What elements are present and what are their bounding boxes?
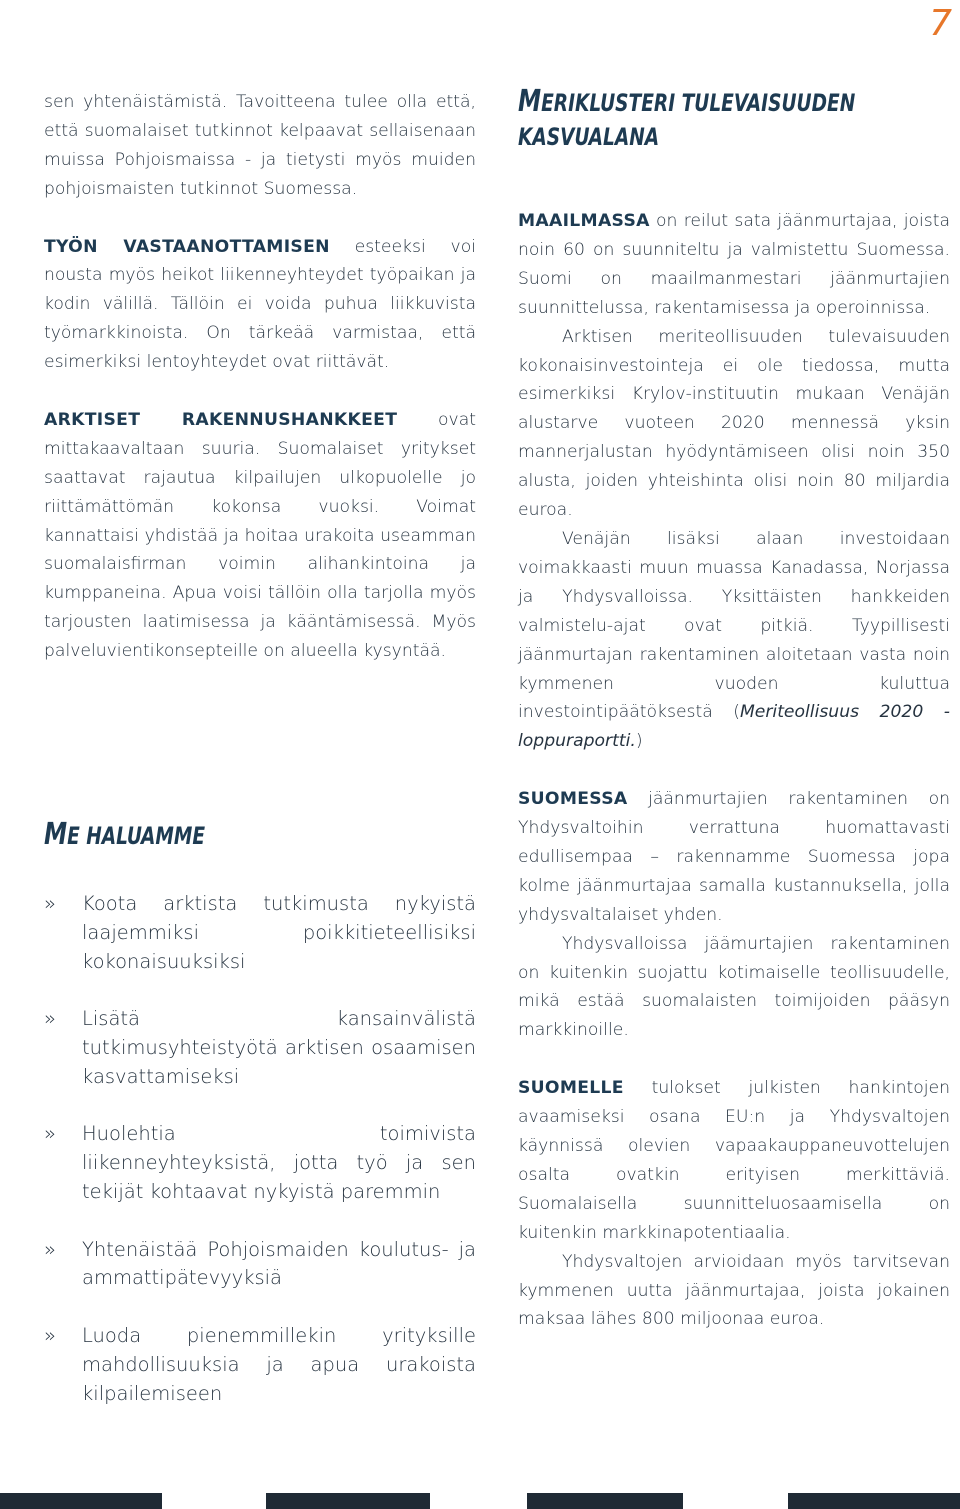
footer-bar	[788, 1493, 960, 1509]
right-paragraph-2: Arktisen meriteollisuuden tulevaisuuden kokonaisinvestointeja ei ole tiedossa, mutta esimerkiksi Krylov-instituutin mukaan Venäjän alustarve vuoteen 2020 mennessä yksin mannerjalustan hyödyntämiseen olisi noin 350 alusta, joiden yhteishinta olisi noin 80 miljardia euroa.	[518, 326, 950, 521]
list-item: » Luoda pienemmillekin yrityksille mahdollisuuksia ja apua urakoista kilpailemiseen	[44, 1323, 476, 1405]
page-number: 7	[929, 3, 952, 44]
footer-bar	[266, 1493, 430, 1509]
we-want-list	[44, 890, 476, 1437]
left-paragraph-1: sen yhtenäistämistä. Tavoitteena tulee olla että, että suomalaiset tutkinnot kelpaavat sellaisenaan muissa Pohjoismaissa - ja tietysti myös muiden pohjoismaisten tutkinnot Suomessa.	[44, 92, 476, 199]
right-column	[518, 207, 950, 1334]
bullet-mark: »	[44, 1323, 56, 1347]
list-item: » Huolehtia toimivista liikenneyhteyksistä, jotta työ ja sen tekijät kohtaavat nykyistä paremmin	[44, 1122, 476, 1203]
right-paragraph-1: MAAILMASSA on reilut sata jäänmurtajaa, joista noin 60 on suunniteltu ja valmistettu Suomessa. Suomi on maailmanmestari jäänmurtajien suunnittelussa, rakentamisessa ja operoinnissa.	[518, 211, 950, 318]
lead-arctic-projects: ARKTISET RAKENNUSHANKKEET	[44, 409, 398, 430]
left-paragraph-2	[44, 233, 476, 378]
right-paragraph-6: SUOMELLE tulokset julkisten hankintojen avaamiseksi osana EU:n ja Yhdysvaltojen käynnissä olevien vapaakauppaneuvottelujen osalta ovatkin erityisen merkittäviä. Suomalaisella suunnitteluosaamisella on kuitenkin markkinapotentiaalia.	[518, 1078, 950, 1243]
left-paragraph-2-text: esteeksi voi nousta myös heikot liikenneyhteydet työpaikan ja kodin välillä. Tällöin ei voida puhua liikkuvista työmarkkinoista. On tärkeää varmistaa, että esimerkiksi lentoyhteydet ovat riittävät.	[44, 236, 476, 373]
right-paragraph-5: Yhdysvalloissa jäämurtajien rakentaminen on kuitenkin suojattu kotimaiselle teollisuudelle, mikä estää suomalaisten toimijoiden pääsyn markkinoille.	[518, 933, 950, 1041]
list-item: » Koota arktista tutkimusta nykyistä laajemmiksi poikkitieteellisiksi kokonaisuuksiksi	[44, 892, 476, 973]
footer-bar	[527, 1493, 683, 1509]
bullet-mark: »	[44, 1237, 56, 1261]
right-paragraph-7: Yhdysvaltojen arvioidaan myös tarvitsevan kymmenen uutta jäänmurtajaa, joista jokainen maksaa lähes 800 miljoonaa euroa.	[518, 1251, 950, 1330]
lead-world: MAAILMASSA	[518, 211, 650, 231]
bullet-mark: »	[44, 1007, 56, 1031]
bullet-mark: »	[44, 1122, 56, 1146]
bullet-mark: »	[44, 892, 56, 915]
lead-for-finland: SUOMELLE	[518, 1078, 624, 1099]
we-want-heading: ME HALUAMME	[44, 817, 206, 852]
right-paragraph-4: SUOMESSA jäänmurtajien rakentaminen on Yhdysvaltoihin verrattuna huomattavasti edullisempaa – rakennamme Suomessa jopa kolme jäänmurtajaa samalla kustannuksella, jolla yhdysvaltalaiset yhden.	[518, 789, 950, 925]
left-column	[44, 88, 476, 666]
list-item: » Lisätä kansainvälistä tutkimusyhteistyötä arktisen osaamisen kasvattamiseksi	[44, 1007, 476, 1088]
footer-bar	[0, 1493, 162, 1509]
lead-work-acceptance: TYÖN VASTAANOTTAMISEN	[44, 236, 330, 257]
left-paragraph-3-text: ovat mittakaavaltaan suuria. Suomalaiset yritykset saattavat rajautua kilpailujen ulkopuolelle jo riittämättömän kokonsa vuoksi. Voimat kannattaisi yhdistää ja hoitaa urakoita useamman suomalaisfirman voimin alihankintoina ja kumppaneina. Apua voisi tällöin olla tarjolla myös tarjousten laatimisessa ja kääntämisessä. Myös palveluvientikonsepteille on alueella kysyntää.	[44, 409, 476, 662]
left-paragraph-3	[44, 406, 476, 666]
right-paragraph-3: Venäjän lisäksi alaan investoidaan voimakkaasti muun muassa Kanadassa, Norjassa ja Yhdysvalloissa. Yksittäisten hankkeiden valmistelu-ajat ovat pitkiä. Tyypillisesti jäänmurtajan rakentaminen aloitetaan vasta noin kymmenen vuoden kuluttua investointipäätöksestä (Meriteollisuus 2020 -loppuraportti.)	[518, 528, 950, 752]
report-citation: Meriteollisuus 2020 -loppuraportti.	[518, 702, 950, 752]
lead-in-finland: SUOMESSA	[518, 789, 628, 810]
marine-cluster-heading: MERIKLUSTERI TULEVAISUUDEN KASVUALANA	[518, 84, 856, 151]
list-item: » Yhtenäistää Pohjoismaiden koulutus- ja ammattipätevyyksiä	[44, 1237, 476, 1290]
